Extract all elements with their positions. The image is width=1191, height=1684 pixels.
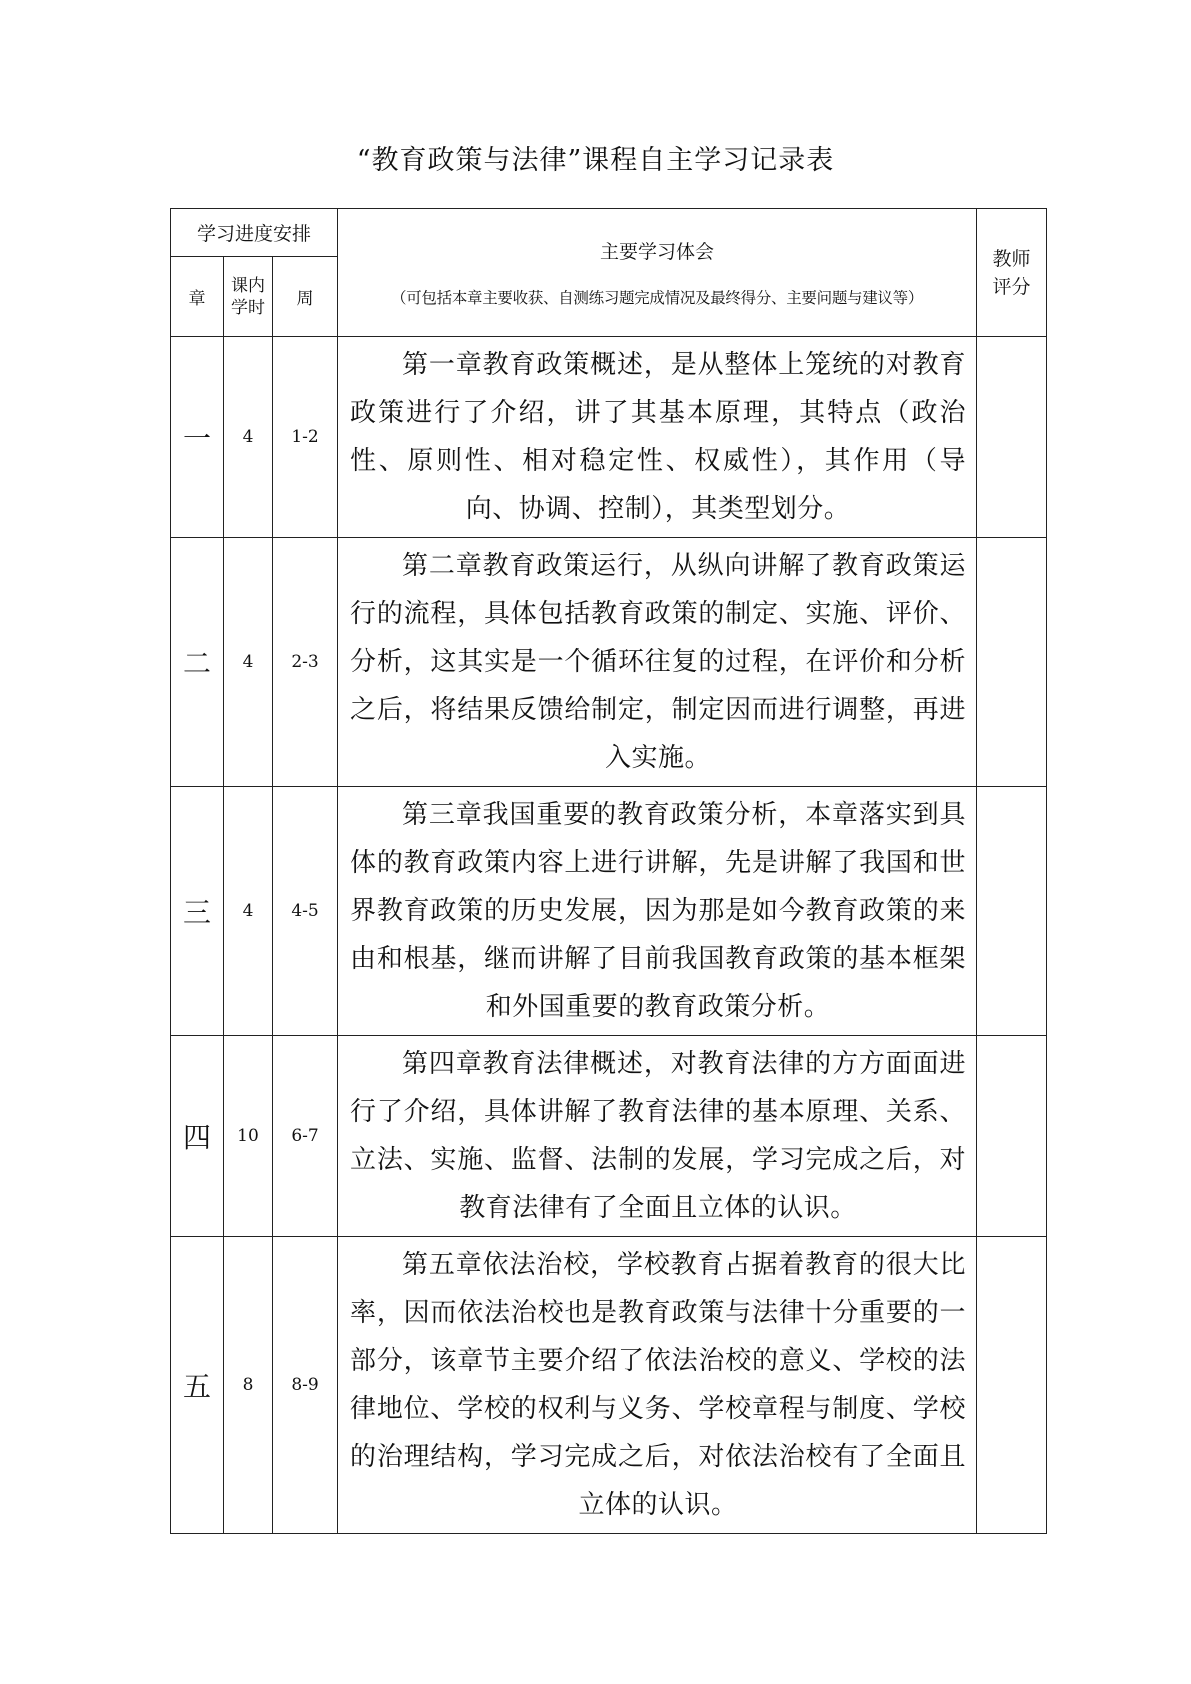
weeks-header: 周 [273, 257, 338, 337]
score-cell [977, 538, 1047, 787]
chapter-cell: 三 [171, 787, 224, 1036]
teacher-score-label-2: 评分 [992, 275, 1031, 298]
teacher-score-header [977, 209, 1047, 337]
table-row [171, 1237, 1047, 1534]
table-row [171, 1036, 1047, 1237]
table-row [171, 538, 1047, 787]
chapter-header: 章 [171, 257, 224, 337]
weeks-cell: 4-5 [273, 787, 338, 1036]
hours-cell: 4 [224, 337, 273, 538]
weeks-cell: 6-7 [273, 1036, 338, 1237]
class-hours-label-1: 课内 [231, 275, 265, 296]
hours-cell: 10 [224, 1036, 273, 1237]
summary-cell: 第一章教育政策概述，是从整体上笼统的对教育政策进行了介绍，讲了其基本原理，其特点（政治性、原则性、相对稳定性、权威性），其作用（导向、协调、控制），其类型划分。 [338, 337, 977, 538]
weeks-cell: 1-2 [273, 337, 338, 538]
summary-cell: 第五章依法治校，学校教育占据着教育的很大比率，因而依法治校也是教育政策与法律十分重要的一部分，该章节主要介绍了依法治校的意义、学校的法律地位、学校的权利与义务、学校章程与制度、学校的治理结构，学习完成之后，对依法治校有了全面且立体的认识。 [338, 1237, 977, 1534]
main-experience-subtitle: （可包括本章主要收获、自测练习题完成情况及最终得分、主要问题与建议等） [391, 289, 924, 307]
score-cell [977, 1036, 1047, 1237]
chapter-cell: 五 [171, 1237, 224, 1534]
hours-cell: 4 [224, 787, 273, 1036]
table-row [171, 337, 1047, 538]
teacher-score-label-1: 教师 [992, 247, 1031, 270]
main-experience-label: 主要学习体会 [600, 241, 715, 263]
main-experience-header [338, 209, 977, 337]
header-row [171, 209, 1047, 257]
hours-cell: 8 [224, 1237, 273, 1534]
class-hours-header [224, 257, 273, 337]
weeks-cell: 2-3 [273, 538, 338, 787]
chapter-cell: 一 [171, 337, 224, 538]
weeks-cell: 8-9 [273, 1237, 338, 1534]
progress-header: 学习进度安排 [171, 209, 338, 257]
chapter-cell: 二 [171, 538, 224, 787]
score-cell [977, 1237, 1047, 1534]
study-record-table [170, 208, 1047, 1534]
page-title: “教育政策与法律”课程自主学习记录表 [356, 145, 835, 176]
hours-cell: 4 [224, 538, 273, 787]
summary-cell: 第四章教育法律概述，对教育法律的方方面面进行了介绍，具体讲解了教育法律的基本原理、关系、立法、实施、监督、法制的发展，学习完成之后，对教育法律有了全面且立体的认识。 [338, 1036, 977, 1237]
score-cell [977, 337, 1047, 538]
table-row [171, 787, 1047, 1036]
class-hours-label-2: 学时 [231, 297, 265, 318]
score-cell [977, 787, 1047, 1036]
summary-cell: 第二章教育政策运行，从纵向讲解了教育政策运行的流程，具体包括教育政策的制定、实施、评价、分析，这其实是一个循环往复的过程，在评价和分析之后，将结果反馈给制定，制定因而进行调整，再进入实施。 [338, 538, 977, 787]
chapter-cell: 四 [171, 1036, 224, 1237]
summary-cell: 第三章我国重要的教育政策分析，本章落实到具体的教育政策内容上进行讲解，先是讲解了我国和世界教育政策的历史发展，因为那是如今教育政策的来由和根基，继而讲解了目前我国教育政策的基本框架和外国重要的教育政策分析。 [338, 787, 977, 1036]
